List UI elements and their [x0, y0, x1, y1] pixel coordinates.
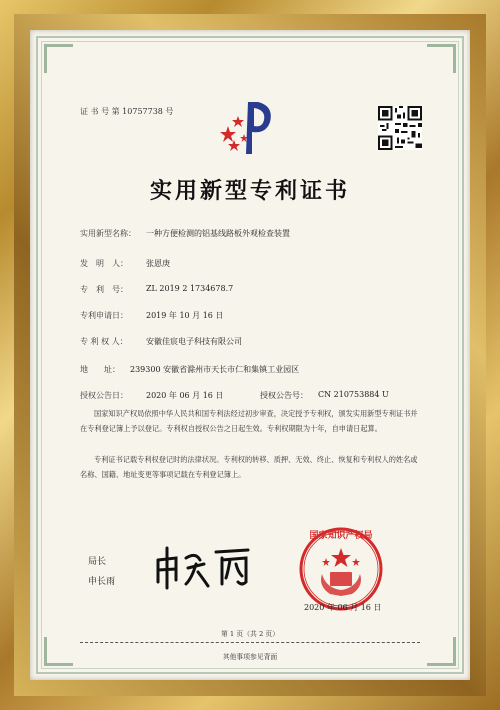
corner-ornament	[44, 44, 73, 73]
field-label: 专利申请日：	[80, 311, 128, 320]
field-value: 安徽佳宸电子科技有限公司	[146, 337, 242, 346]
seal-date: 2020 年 06 月 16 日	[304, 603, 382, 612]
certificate-number: 证 书 号 第 10757738 号	[80, 107, 174, 116]
grant-date-value: 2020 年 06 月 16 日	[146, 391, 224, 400]
director-title: 局长	[88, 557, 107, 567]
field-value: ZL 2019 2 1734678.7	[146, 284, 234, 293]
field-label: 专 利 权 人：	[80, 337, 128, 346]
field-label: 地 址：	[80, 365, 120, 374]
divider	[80, 642, 420, 643]
official-seal-icon	[296, 524, 386, 614]
corner-ornament	[427, 44, 456, 73]
patent-office-logo-icon	[214, 96, 278, 160]
field-value: 239300 安徽省滁州市天长市仁和集镇工业园区	[130, 365, 300, 374]
field-value: 一种方便检测的铝基线路板外观检查装置	[146, 229, 290, 238]
field-label: 实用新型名称：	[80, 229, 136, 238]
statement-paragraph: 国家知识产权局依照中华人民共和国专利法经过初步审查，决定授予专利权，颁发实用新型专利证书并在专利登记簿上予以登记。专利权自授权公告之日起生效。专利权期限为十年，自申请日起算。	[80, 409, 418, 433]
qr-code-icon	[378, 106, 422, 150]
page-info: 第 1 页（共 2 页）	[220, 630, 280, 638]
certificate-title: 实用新型专利证书	[149, 178, 350, 204]
seal-text: 国家知识产权局	[309, 531, 373, 541]
field-value: 2019 年 10 月 16 日	[146, 311, 224, 320]
field-label: 专 利 号：	[80, 285, 128, 294]
grant-number-value: CN 210753884 U	[318, 390, 389, 399]
field-label: 发 明 人：	[80, 259, 128, 268]
statement-paragraph: 专利证书记载专利权登记时的法律状况。专利权的转移、质押、无效、终止、恢复和专利权人的姓名或名称、国籍、地址变更等事项记载在专利登记簿上。	[80, 455, 418, 479]
grant-number-label: 授权公告号：	[260, 391, 308, 400]
grant-date-label: 授权公告日：	[80, 391, 128, 400]
director-signature	[152, 542, 262, 592]
director-name: 申长雨	[88, 577, 116, 587]
field-value: 张恩庚	[146, 259, 170, 268]
footer-note: 其他事项参见背面	[222, 653, 278, 661]
